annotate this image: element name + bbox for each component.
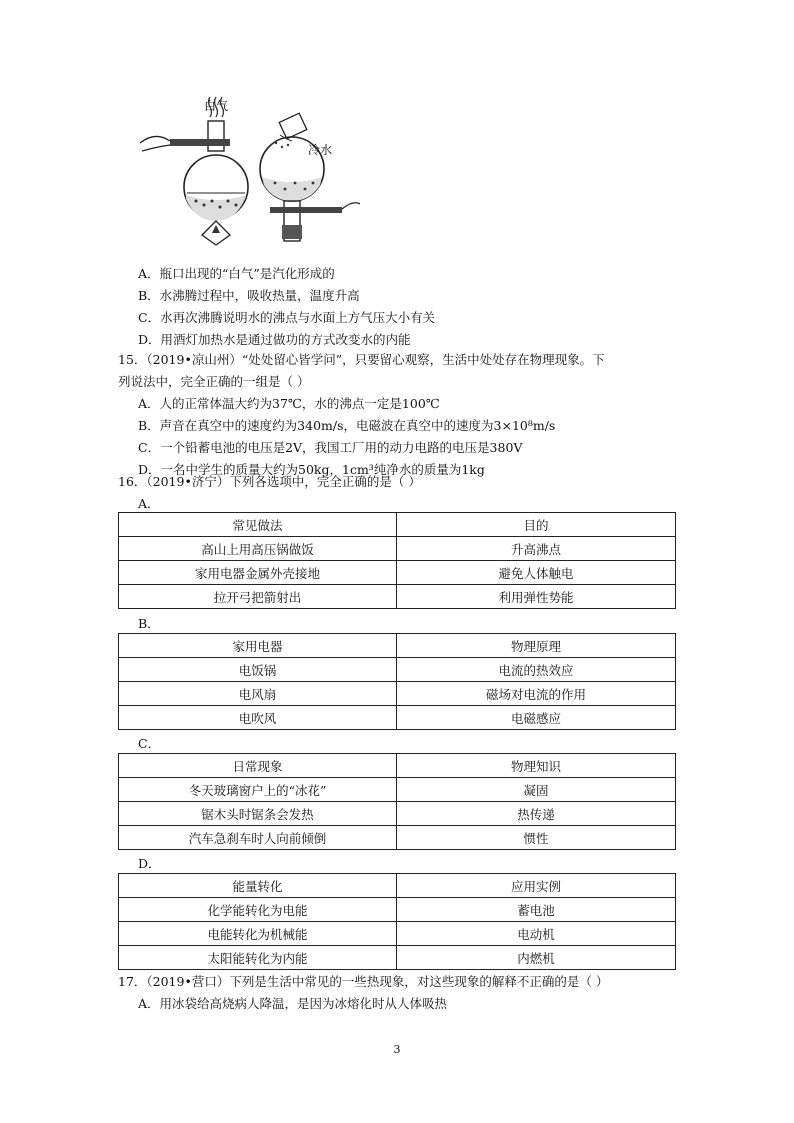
table-header-cell: 日常现象 [119, 754, 397, 778]
table-cell: 锯木头时锯条会发热 [119, 802, 397, 826]
table-c-label: C． [138, 736, 161, 751]
q14-option-d: D．用酒灯加热水是通过做功的方式改变水的内能 [138, 332, 411, 347]
table-row [119, 682, 676, 706]
q17-option-a: A．用冰袋给高烧病人降温，是因为冰熔化时从人体吸热 [138, 996, 448, 1011]
table-cell: 热传递 [397, 802, 676, 826]
table-cell: 拉开弓把箭射出 [119, 585, 397, 609]
table-cell: 电流的热效应 [397, 658, 676, 682]
q15-option-d: D．一名中学生的质量大约为50kg，1cm³纯净水的质量为1kg [138, 462, 485, 477]
table-header-row [119, 634, 676, 658]
table-c [118, 753, 676, 850]
q15-option-a: A．人的正常体温大约为37℃，水的沸点一定是100℃ [138, 396, 440, 411]
table-cell: 电饭锅 [119, 658, 397, 682]
q15-stem-line2: 列说法中，完全正确的一组是（ ） [118, 374, 310, 389]
table-row [119, 706, 676, 730]
table-cell: 升高沸点 [397, 537, 676, 561]
flask-illustration [130, 95, 360, 255]
table-row [119, 778, 676, 802]
q14-option-a: A．瓶口出现的“白气”是汽化形成的 [138, 266, 335, 281]
table-row [119, 537, 676, 561]
q16-stem: 16．（2019•济宁）下列各选项中，完全正确的是（ ） [118, 474, 421, 489]
table-header-row [119, 513, 676, 537]
table-row [119, 898, 676, 922]
table-cell: 冬天玻璃窗户上的“冰花” [119, 778, 397, 802]
table-header-row [119, 874, 676, 898]
table-d [118, 873, 676, 970]
table-header-cell: 家用电器 [119, 634, 397, 658]
table-row [119, 658, 676, 682]
table-b-label: B． [138, 616, 160, 631]
table-header-cell: 能量转化 [119, 874, 397, 898]
table-cell: 太阳能转化为内能 [119, 946, 397, 970]
table-cell: 磁场对电流的作用 [397, 682, 676, 706]
table-header-cell: 物理原理 [397, 634, 676, 658]
table-header-cell: 目的 [397, 513, 676, 537]
table-cell: 高山上用高压锅做饭 [119, 537, 397, 561]
table-cell: 化学能转化为电能 [119, 898, 397, 922]
table-row [119, 561, 676, 585]
table-header-cell: 物理知识 [397, 754, 676, 778]
table-cell: 家用电器金属外壳接地 [119, 561, 397, 585]
q15-option-b: B．声音在真空中的速度约为340m/s，电磁波在真空中的速度为3×10⁸m/s [138, 418, 556, 433]
table-header-row [119, 754, 676, 778]
table-row [119, 585, 676, 609]
table-row [119, 802, 676, 826]
q17-stem: 17．（2019•营口）下列是生活中常见的一些热现象，对这些现象的解释不正确的是（ ） [118, 974, 609, 989]
table-d-label: D． [138, 856, 161, 871]
page-number: 3 [393, 1043, 401, 1056]
q15-option-c: C．一个铅蓄电池的电压是2V，我国工厂用的动力电路的电压是380V [138, 440, 523, 455]
table-cell: 内燃机 [397, 946, 676, 970]
table-cell: 避免人体触电 [397, 561, 676, 585]
table-row [119, 922, 676, 946]
table-cell: 电风扇 [119, 682, 397, 706]
table-header-cell: 应用实例 [397, 874, 676, 898]
table-b [118, 633, 676, 730]
table-row [119, 946, 676, 970]
table-cell: 电吹风 [119, 706, 397, 730]
table-cell: 利用弹性势能 [397, 585, 676, 609]
table-row [119, 826, 676, 850]
q14-option-c: C．水再次沸腾说明水的沸点与水面上方气压大小有关 [138, 310, 436, 325]
table-cell: 凝固 [397, 778, 676, 802]
q14-option-b: B．水沸腾过程中，吸收热量，温度升高 [138, 288, 360, 303]
table-a-label: A． [138, 496, 160, 511]
table-a [118, 512, 676, 609]
table-cell: 蓄电池 [397, 898, 676, 922]
boiling-flask-figure [130, 95, 360, 255]
table-header-cell: 常见做法 [119, 513, 397, 537]
table-cell: 电动机 [397, 922, 676, 946]
table-cell: 电能转化为机械能 [119, 922, 397, 946]
cold-water-label: 冷水 [308, 143, 333, 157]
steam-label: 白气 [204, 99, 229, 113]
table-cell: 惯性 [397, 826, 676, 850]
table-cell: 汽车急刹车时人向前倾倒 [119, 826, 397, 850]
table-cell: 电磁感应 [397, 706, 676, 730]
q15-stem-line1: 15．（2019•凉山州）“处处留心皆学问”，只要留心观察，生活中处处存在物理现象。下 [118, 352, 605, 367]
